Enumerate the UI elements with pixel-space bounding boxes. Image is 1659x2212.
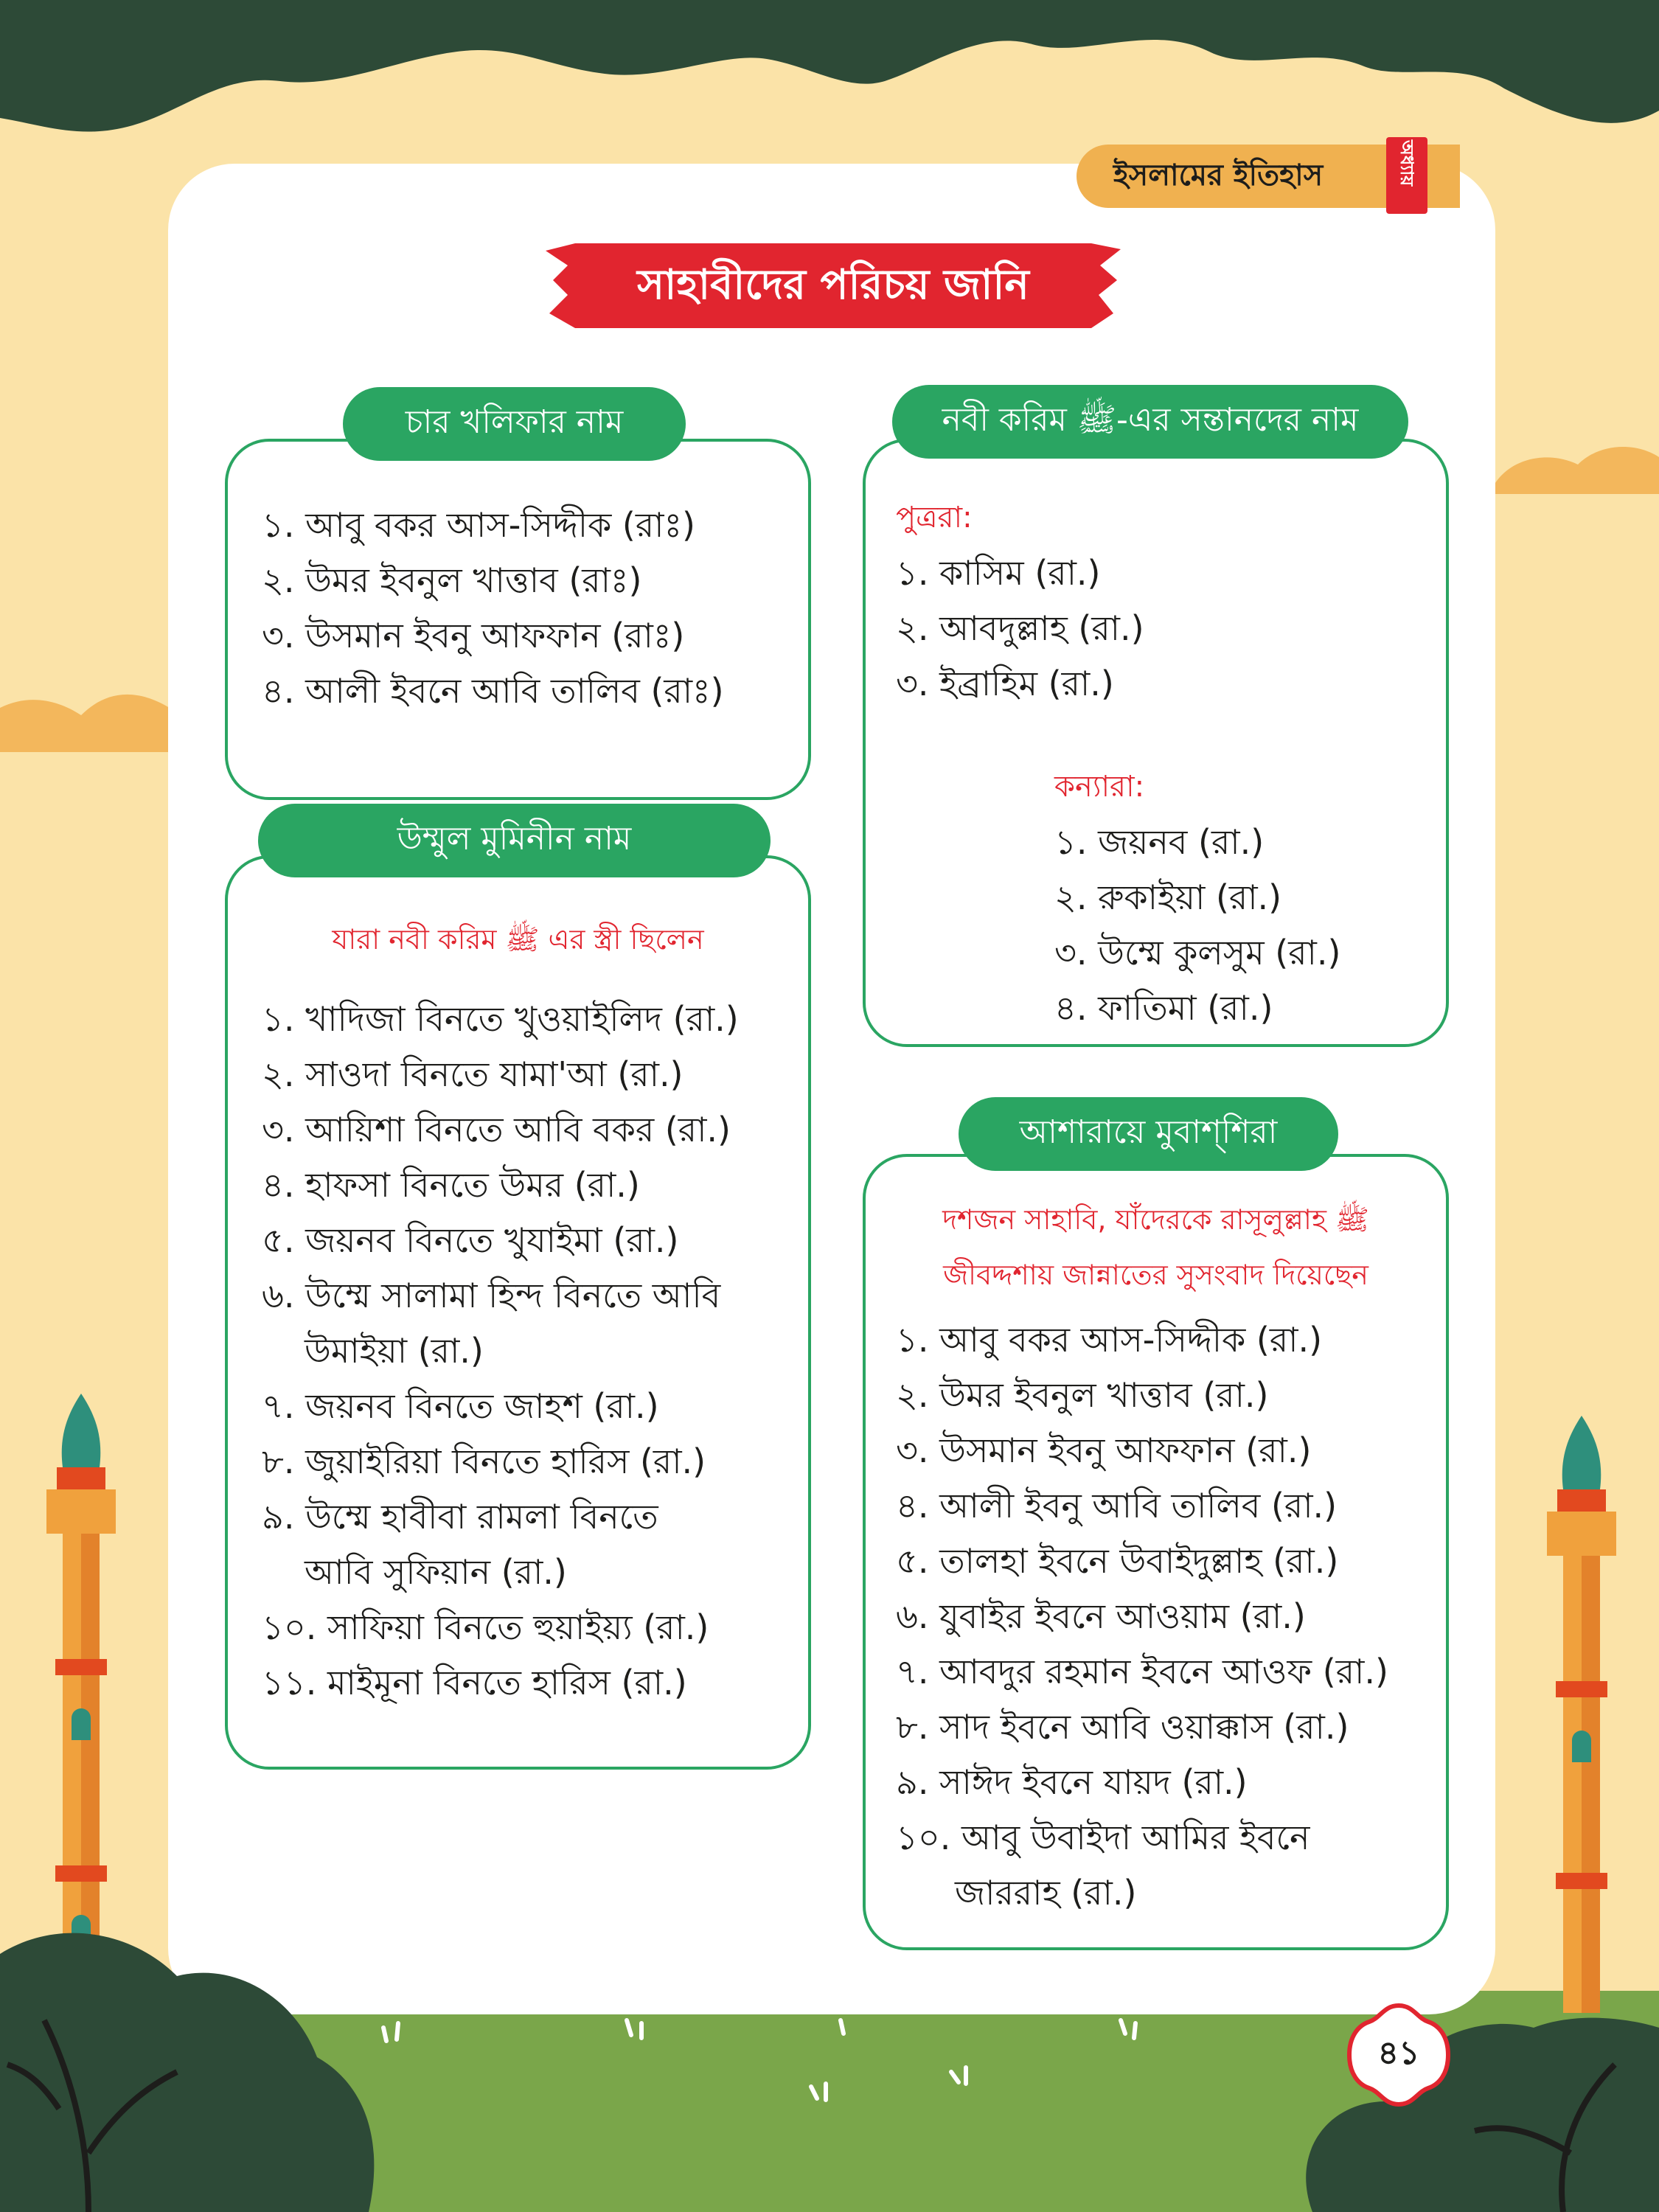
ashara-heading-text: আশারায়ে মুবাশ্‌শিরা: [1019, 1113, 1278, 1151]
list-item: ৩. উসমান ইবনু আফফান (রা.): [896, 1430, 1312, 1470]
list-item: জাররাহ (রা.): [955, 1873, 1137, 1913]
list-item: ২. রুকাইয়া (রা.): [1054, 877, 1282, 917]
daughters-label: কন্যারা:: [1054, 770, 1145, 804]
list-item: ৫. জয়নব বিনতে খুযাইমা (রা.): [262, 1220, 679, 1260]
list-item: ৫. তালহা ইবনে উবাইদুল্লাহ (রা.): [896, 1541, 1339, 1581]
left-bush: [0, 1888, 383, 2212]
children-heading: [892, 385, 1408, 459]
list-item: ৮. জুয়াইরিয়া বিনতে হারিস (রা.): [262, 1441, 706, 1481]
list-item: ২. উমর ইবনুল খাত্তাব (রাঃ): [262, 560, 642, 600]
list-item: ৩. ইব্রাহিম (রা.): [896, 664, 1114, 703]
list-item: ৬. যুবাইর ইবনে আওয়াম (রা.): [896, 1596, 1306, 1636]
daughters-list: [1054, 759, 1340, 1036]
grass-tufts: [369, 2013, 1327, 2160]
list-item: ৬. উম্মে সালামা হিন্দ বিনতে আবি: [262, 1276, 721, 1315]
list-item: ২. সাওদা বিনতে যামা'আ (রা.): [262, 1054, 684, 1094]
sons-label: পুত্ররা:: [896, 501, 973, 535]
list-item: ৪. আলী ইবনু আবি তালিব (রা.): [896, 1486, 1338, 1526]
ashara-subtitle-1: দশজন সাহাবি, যাঁদেরকে রাসূলুল্লাহ ﷺ: [942, 1203, 1369, 1236]
chapter-badge-text: অধ্যায়: [1397, 140, 1417, 187]
left-cloud: [0, 664, 192, 752]
page-number: [1343, 2000, 1454, 2110]
children-heading-text: নবী করিম ﷺ-এর সন্তানদের নাম: [942, 400, 1359, 439]
khalifa-heading-text: চার খলিফার নাম: [405, 403, 624, 441]
list-item: ১. আবু বকর আস-সিদ্দীক (রা.): [896, 1320, 1323, 1360]
list-item: ৮. সাদ ইবনে আবি ওয়াক্কাস (রা.): [896, 1707, 1349, 1747]
page-number-text: ৪১: [1377, 2034, 1420, 2072]
list-item: ৩. উম্মে কুলসুম (রা.): [1054, 933, 1341, 973]
list-item: ১. খাদিজা বিনতে খুওয়াইলিদ (রা.): [262, 999, 739, 1039]
list-item: ২. উমর ইবনুল খাত্তাব (রা.): [896, 1375, 1269, 1415]
page-title: সাহাবীদের পরিচয় জানি: [637, 261, 1029, 309]
ashara-heading: [959, 1097, 1338, 1171]
list-item: ৭. জয়নব বিনতে জাহশ (রা.): [262, 1386, 659, 1426]
list-item: ১. কাসিম (রা.): [896, 553, 1101, 593]
chapter-title-text: ইসলামের ইতিহাস: [1113, 158, 1324, 192]
khalifa-heading: [343, 387, 686, 461]
ummul-heading: [258, 804, 771, 877]
khalifa-list: [262, 498, 724, 719]
ummul-list: [262, 992, 739, 1711]
ashara-subtitle-2: জীবদ্দশায় জান্নাতের সুসংবাদ দিয়েছেন: [943, 1259, 1368, 1291]
list-item: ১. আবু বকর আস-সিদ্দীক (রাঃ): [262, 505, 695, 545]
list-item: ৩. আয়িশা বিনতে আবি বকর (রা.): [262, 1110, 731, 1150]
list-item: ৯. উম্মে হাবীবা রামলা বিনতে: [262, 1497, 658, 1537]
list-item: ১০. আবু উবাইদা আমির ইবনে: [896, 1818, 1310, 1857]
list-item: উমাইয়া (রা.): [305, 1331, 484, 1371]
list-item: ৩. উসমান ইবনু আফফান (রাঃ): [262, 616, 685, 655]
list-item: ৭. আবদুর রহমান ইবনে আওফ (রা.): [896, 1652, 1388, 1691]
list-item: ২. আবদুল্লাহ (রা.): [896, 608, 1144, 648]
right-bush: [1283, 1917, 1659, 2212]
list-item: ১১. মাইমূনা বিনতে হারিস (রা.): [262, 1663, 687, 1703]
list-item: ৪. আলী ইবনে আবি তালিব (রাঃ): [262, 671, 724, 711]
list-item: ১. জয়নব (রা.): [1054, 822, 1265, 862]
ummul-heading-text: উম্মুল মুমিনীন নাম: [397, 819, 632, 858]
ashara-list: [896, 1312, 1388, 1921]
list-item: ১০. সাফিয়া বিনতে হুয়াইয়্য (রা.): [262, 1607, 709, 1647]
list-item: ৪. হাফসা বিনতে উমর (রা.): [262, 1165, 640, 1205]
right-cloud: [1467, 413, 1659, 494]
list-item: ৯. সাঈদ ইবনে যায়দ (রা.): [896, 1762, 1248, 1802]
sons-list: [896, 490, 1144, 712]
list-item: আবি সুফিয়ান (রা.): [305, 1552, 567, 1592]
page-title-ribbon: [546, 243, 1121, 332]
chapter-badge: [1386, 137, 1427, 214]
list-item: ৪. ফাতিমা (রা.): [1054, 988, 1273, 1028]
ummul-subtitle: যারা নবী করিম ﷺ এর স্ত্রী ছিলেন: [332, 923, 704, 956]
